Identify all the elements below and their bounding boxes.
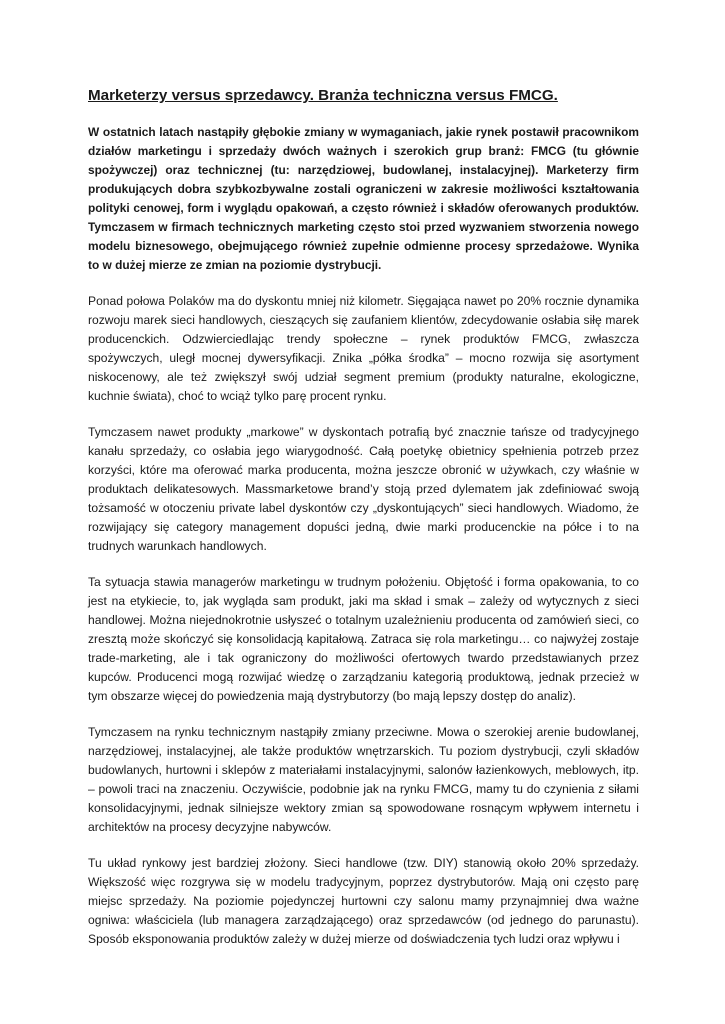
paragraph-3: Ta sytuacja stawia managerów marketingu w trudnym położeniu. Objętość i forma opakowania, to co jest na etykiecie, to, jak wygląda sam produkt, jaki ma skład i smak – zależy od wytycznych z sieci handlowej. Można niejednokrotnie usłyszeć o totalnym uzależnieniu producenta od zamówień sieci, co zresztą może skończyć się konsolidacją kapitałową. Zatraca się rola marketingu… co najwyżej zostaje trade-marketing, ale i tak ograniczony do możliwości ofertowych twardo przedstawianych przez kupców. Producenci mogą rozwijać wiedzę o zarządzaniu kategorią produktową, jednak przecież w tym obszarze więcej do powiedzenia mają dystrybutorzy (bo mają lepszy dostęp do analiz). [88,575,639,703]
lead-paragraph: W ostatnich latach nastąpiły głębokie zmiany w wymaganiach, jakie rynek postawił pracownikom działów marketingu i sprzedaży dwóch ważnych i szerokich grup branż: FMCG (tu głównie spożywczej) oraz technicznej (tu: narzędziowej, budowlanej, instalacyjnej). Marketerzy firm produkujących dobra szybkozbywalne zostali ograniczeni w zakresie możliwości kształtowania polityki cenowej, form i wyglądu opakowań, a często również i składów oferowanych produktów. Tymczasem w firmach technicznych marketing często stoi przed wyzwaniem stworzenia nowego modelu biznesowego, obejmującego również zupełnie odmienne procesy sprzedażowe. Wynika to w dużej mierze ze zmian na poziomie dystrybucji. [88,125,639,272]
document-title: Marketerzy versus sprzedawcy. Branża techniczna versus FMCG. [88,87,558,104]
paragraph-2: Tymczasem nawet produkty „markowe” w dyskontach potrafią być znacznie tańsze od tradycyjnego kanału sprzedaży, co osłabia jego wiarygodność. Całą poetykę obietnicy spełnienia potrzeb przez korzyści, które ma oferować marka producenta, można jeszcze obronić w używkach, czy właśnie w produktach delikatesowych. Massmarketowe brand’y stoją przed dylematem jak zdefiniować swoją tożsamość w otoczeniu private label dyskontów czy „dyskontujących” sieci handlowych. Wiadomo, że rozwijający się category management dopuści jedną, dwie marki producenckie na półce i to na trudnych warunkach handlowych. [88,425,639,553]
paragraph-4: Tymczasem na rynku technicznym nastąpiły zmiany przeciwne. Mowa o szerokiej arenie budowlanej, narzędziowej, instalacyjnej, ale także produktów wnętrzarskich. Tu poziom dystrybucji, czyli składów budowlanych, hurtowni i sklepów z materiałami instalacyjnymi, salonów łazienkowych, meblowych, itp. – powoli traci na znaczeniu. Oczywiście, podobnie jak na rynku FMCG, mamy tu do czynienia z siłami konsolidacyjnymi, jednak silniejsze wektory zmian są spowodowane rosnącym wpływem internetu i architektów na procesy decyzyjne nabywców. [88,725,639,834]
document-body [88,86,639,949]
paragraph-5: Tu układ rynkowy jest bardziej złożony. Sieci handlowe (tzw. DIY) stanowią około 20% sprzedaży. Większość więc rozgrywa się w modelu tradycyjnym, poprzez dystrybutorów. Mają oni często parę miejsc sprzedaży. Na poziomie pojedynczej hurtowni czy salonu mamy przynajmniej dwa ważne ogniwa: właściciela (lub managera zarządzającego) oraz sprzedawców (od jednego do parunastu). Sposób eksponowania produktów zależy w dużej mierze od doświadczenia tych ludzi oraz wpływu i [88,856,639,946]
paragraph-1: Ponad połowa Polaków ma do dyskontu mniej niż kilometr. Sięgająca nawet po 20% rocznie dynamika rozwoju marek sieci handlowych, cieszących się zaufaniem klientów, zdecydowanie osłabia siłę marek producenckich. Odzwierciedlając trendy społeczne – rynek produktów FMCG, zwłaszcza spożywczych, uległ mocnej dywersyfikacji. Znika „półka środka” – mocno rozwija się asortyment niskocenowy, ale też zwiększył swój udział segment premium (produkty naturalne, ekologiczne, kuchnie świata), choć to wciąż tylko parę procent rynku. [88,294,639,403]
